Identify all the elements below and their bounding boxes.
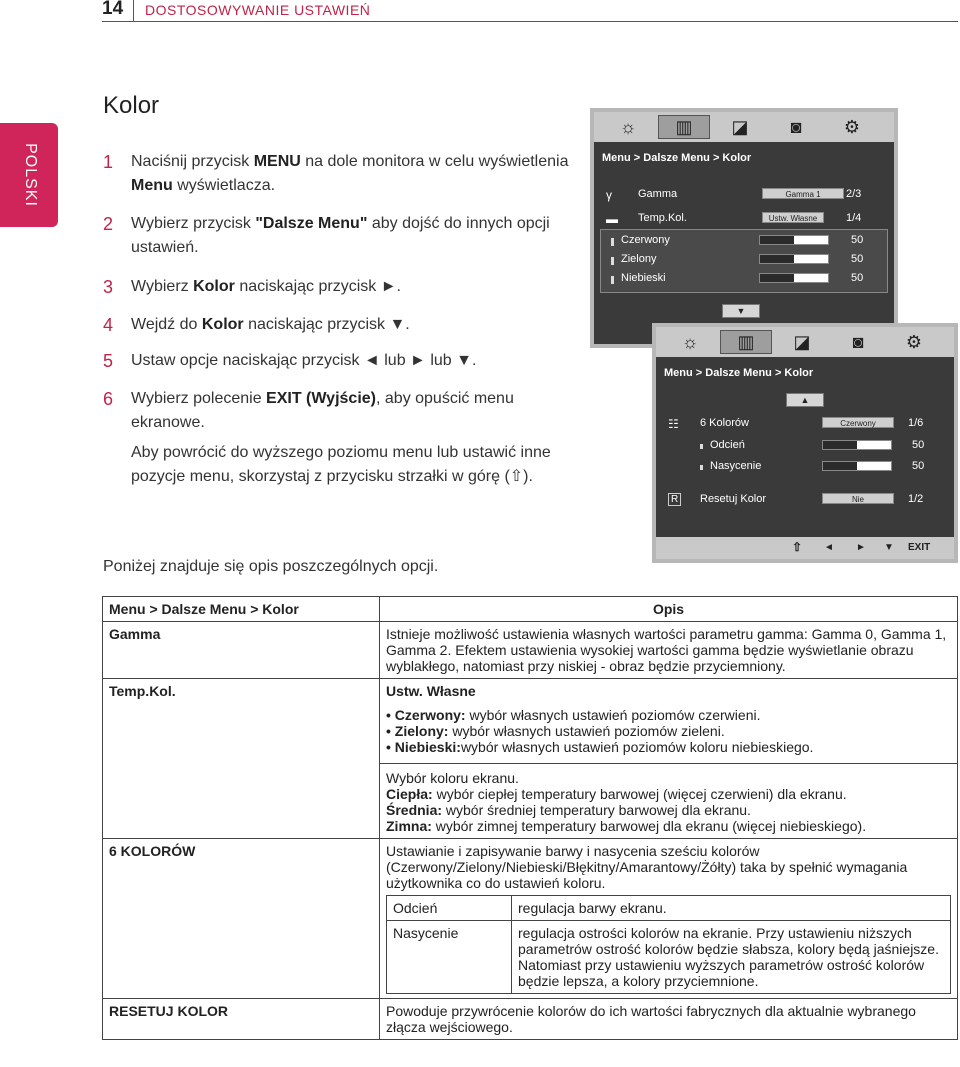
osd-sub-label: Czerwony — [621, 234, 670, 246]
osd-sub-label: Odcień — [710, 439, 745, 451]
step-text: Wybierz przycisk "Dalsze Menu" aby dojść do innych opcji ustawień. — [131, 215, 550, 256]
temp-user-heading: Ustw. Własne — [386, 683, 476, 699]
osd-value-box[interactable]: Ustw. Własne — [762, 212, 824, 223]
step-text: Ustaw opcje naciskając przycisk ◄ lub ► lub ▼. — [131, 352, 477, 369]
level-fill — [760, 236, 794, 244]
screen-icon[interactable]: ◪ — [793, 331, 811, 352]
table-row — [103, 622, 958, 679]
osd-screen-gamma — [590, 108, 898, 348]
table-header-row — [103, 597, 958, 622]
step-6 — [103, 387, 573, 435]
picture-icon[interactable]: ▥ — [658, 115, 710, 139]
header-divider — [133, 0, 134, 21]
osd-value-box[interactable]: Czerwony — [822, 417, 894, 428]
step-text: Wybierz Kolor naciskając przycisk ►. — [131, 278, 401, 295]
osd-row-label: 6 Kolorów — [700, 417, 749, 429]
osd-body — [656, 357, 954, 537]
temp-item: • Czerwony: wybór własnych ustawień poziomów czerwieni. — [386, 707, 761, 723]
header-rule — [102, 21, 958, 22]
level-bar[interactable] — [822, 440, 892, 450]
level-fill — [823, 462, 857, 470]
temp-intro: Wybór koloru ekranu. — [386, 770, 519, 786]
scroll-up-button[interactable]: ▲ — [786, 393, 824, 407]
step-3 — [103, 275, 573, 299]
bullet-icon — [700, 444, 703, 449]
right-button-icon[interactable]: ► — [856, 542, 866, 553]
osd-row-six-colors[interactable] — [656, 415, 954, 433]
language-label: POLSKI — [22, 143, 39, 207]
step-text: Wejdź do Kolor naciskając przycisk ▼. — [131, 316, 410, 333]
step-note-text: Aby powrócić do wyższego poziomu menu lub ustawić inne pozycje menu, skorzystaj z przycisku strzałki w górę (⇧). — [131, 444, 551, 485]
level-bar[interactable] — [822, 461, 892, 471]
six-colors-icon: ☷ — [668, 417, 679, 431]
level-bar[interactable] — [759, 235, 829, 245]
up-button-icon[interactable]: ⇧ — [792, 540, 803, 554]
osd-sub-hue[interactable] — [650, 437, 954, 455]
step-number: 5 — [103, 351, 114, 371]
table-row — [103, 679, 958, 839]
bullet-icon — [611, 276, 614, 284]
temp-mode: Ciepła: wybór ciepłej temperatury barwowej (więcej czerwieni) dla ekranu. — [386, 786, 847, 802]
osd-sub-value: 50 — [851, 272, 864, 284]
options-intro: Poniżej znajduje się opis poszczególnych opcji. — [103, 558, 439, 575]
osd-sub-saturation[interactable] — [650, 458, 954, 476]
picture-icon[interactable]: ▥ — [720, 330, 772, 354]
down-button-icon[interactable]: ▼ — [884, 542, 894, 553]
table-header-desc: Opis — [380, 597, 958, 622]
options-table — [102, 596, 958, 1040]
page-number: 14 — [102, 0, 124, 19]
step-text: Wybierz polecenie EXIT (Wyjście), aby opuścić menu ekranowe. — [131, 390, 514, 431]
function-icon[interactable]: ◙ — [790, 116, 802, 137]
temp-item: • Zielony: wybór własnych ustawień poziomów zieleni. — [386, 723, 725, 739]
table-row — [387, 921, 951, 994]
osd-sub-value: 50 — [851, 234, 864, 246]
osd-tab-bar — [656, 327, 954, 357]
step-5 — [103, 349, 573, 373]
osd-breadcrumb: Menu > Dalsze Menu > Kolor — [664, 367, 814, 379]
osd-row-label: Gamma — [638, 188, 678, 200]
step-2 — [103, 212, 573, 260]
function-icon[interactable]: ◙ — [852, 331, 864, 352]
bullet-icon — [611, 257, 614, 265]
table-row — [387, 896, 951, 921]
section-title: Kolor — [103, 92, 160, 119]
row-desc-reset: Powoduje przywrócenie kolorów do ich wartości fabrycznych dla aktualnie wybranego złącza wejściowego. — [380, 999, 958, 1040]
step-1 — [103, 150, 573, 198]
temp-modes — [380, 763, 957, 834]
row-label-reset: RESETUJ KOLOR — [103, 999, 380, 1040]
row-label-six-colors: 6 KOLORÓW — [103, 839, 380, 999]
brightness-icon[interactable]: ☼ — [681, 331, 699, 352]
sub-value: regulacja barwy ekranu. — [512, 896, 951, 921]
osd-value-box[interactable]: Gamma 1 — [762, 188, 844, 199]
osd-sub-green[interactable] — [561, 251, 887, 269]
language-tab — [0, 123, 58, 227]
table-row — [103, 839, 958, 999]
level-bar[interactable] — [759, 273, 829, 283]
step-text: Naciśnij przycisk MENU na dole monitora w celu wyświetlenia Menu wyświetlacza. — [131, 153, 569, 194]
step-number: 4 — [103, 315, 114, 335]
scroll-down-button[interactable]: ▼ — [722, 304, 760, 318]
sub-value: regulacja ostrości kolorów na ekranie. Przy ustawieniu niższych parametrów ostrość kolorów będzie słabsza, kolory będą jaśniejsze. Natomiast przy ustawieniu wyższych parametrów ostrość kolorów będzie lepsza, a kolory przyciemnione. — [512, 921, 951, 994]
osd-sub-value: 50 — [912, 439, 925, 451]
osd-sub-red[interactable] — [561, 232, 887, 250]
temp-mode: Średnia: wybór średniej temperatury barwowej dla ekranu. — [386, 802, 751, 818]
osd-row-value: 1/6 — [908, 417, 924, 429]
screen-icon[interactable]: ◪ — [731, 116, 749, 137]
temp-item: • Niebieski:wybór własnych ustawień poziomów koloru niebieskiego. — [386, 739, 814, 755]
sub-key: Odcień — [387, 896, 512, 921]
osd-row-value: 1/4 — [846, 212, 862, 224]
settings-icon[interactable]: ⚙ — [905, 331, 923, 352]
step-number: 6 — [103, 389, 114, 409]
settings-icon[interactable]: ⚙ — [843, 116, 861, 137]
row-desc-six-colors — [380, 839, 958, 999]
row-desc-gamma: Istnieje możliwość ustawienia własnych wartości parametru gamma: Gamma 0, Gamma 1, Gamma 2. Efektem ustawienia wysokiej wartości gamma będzie wyświetlanie obrazu wyblakłego, natomiast przy niskiej - obraz będzie przyciemniony. — [380, 622, 958, 679]
exit-button[interactable]: EXIT — [908, 542, 931, 553]
osd-sub-label: Niebieski — [621, 272, 666, 284]
osd-screen-six-colors — [652, 323, 958, 563]
osd-sub-label: Zielony — [621, 253, 657, 265]
color-temp-icon: ▬ — [606, 212, 618, 226]
osd-breadcrumb: Menu > Dalsze Menu > Kolor — [602, 152, 752, 164]
osd-footer — [656, 537, 954, 559]
six-colors-desc: Ustawianie i zapisywanie barwy i nasycenia sześciu kolorów (Czerwony/Zielony/Niebieski/Błękitny/Amarantowy/Żółty) taka by spełnić wymagania użytkownika co do ustawień koloru. — [386, 843, 908, 891]
osd-row-value: 1/2 — [908, 493, 924, 505]
bullet-icon — [700, 465, 703, 470]
table-header-menu: Menu > Dalsze Menu > Kolor — [103, 597, 380, 622]
level-fill — [823, 441, 857, 449]
osd-sub-label: Nasycenie — [710, 460, 762, 472]
brightness-icon[interactable]: ☼ — [619, 116, 637, 137]
level-fill — [760, 255, 794, 263]
six-colors-subtable — [386, 895, 951, 994]
osd-sub-blue[interactable] — [561, 270, 887, 288]
osd-value-box[interactable]: Nie — [822, 493, 894, 504]
step-number: 1 — [103, 152, 114, 172]
row-desc-temp — [380, 679, 958, 839]
level-fill — [760, 274, 794, 282]
temp-mode: Zimna: wybór zimnej temperatury barwowej dla ekranu (więcej niebieskiego). — [386, 818, 867, 834]
header-title: DOSTOSOWYWANIE USTAWIEŃ — [145, 2, 371, 18]
row-label-gamma: Gamma — [103, 622, 380, 679]
step-6-note — [103, 441, 573, 489]
osd-row-label: Temp.Kol. — [638, 212, 687, 224]
gamma-icon: γ — [606, 188, 612, 202]
sub-key: Nasycenie — [387, 921, 512, 994]
osd-row-label: Resetuj Kolor — [700, 493, 767, 505]
osd-row-gamma[interactable] — [594, 186, 894, 204]
level-bar[interactable] — [759, 254, 829, 264]
step-number: 2 — [103, 214, 114, 234]
reset-icon: R — [668, 493, 681, 506]
osd-tab-bar — [594, 112, 894, 142]
step-number: 3 — [103, 277, 114, 297]
step-4 — [103, 313, 573, 337]
bullet-icon — [611, 238, 614, 246]
osd-row-reset[interactable] — [656, 491, 954, 509]
table-row — [103, 999, 958, 1040]
row-label-temp: Temp.Kol. — [103, 679, 380, 839]
left-button-icon[interactable]: ◄ — [824, 542, 834, 553]
osd-row-value: 2/3 — [846, 188, 862, 200]
osd-row-temp[interactable] — [594, 210, 894, 228]
osd-sub-value: 50 — [912, 460, 925, 472]
osd-submenu-rgb — [600, 229, 888, 293]
osd-sub-value: 50 — [851, 253, 864, 265]
